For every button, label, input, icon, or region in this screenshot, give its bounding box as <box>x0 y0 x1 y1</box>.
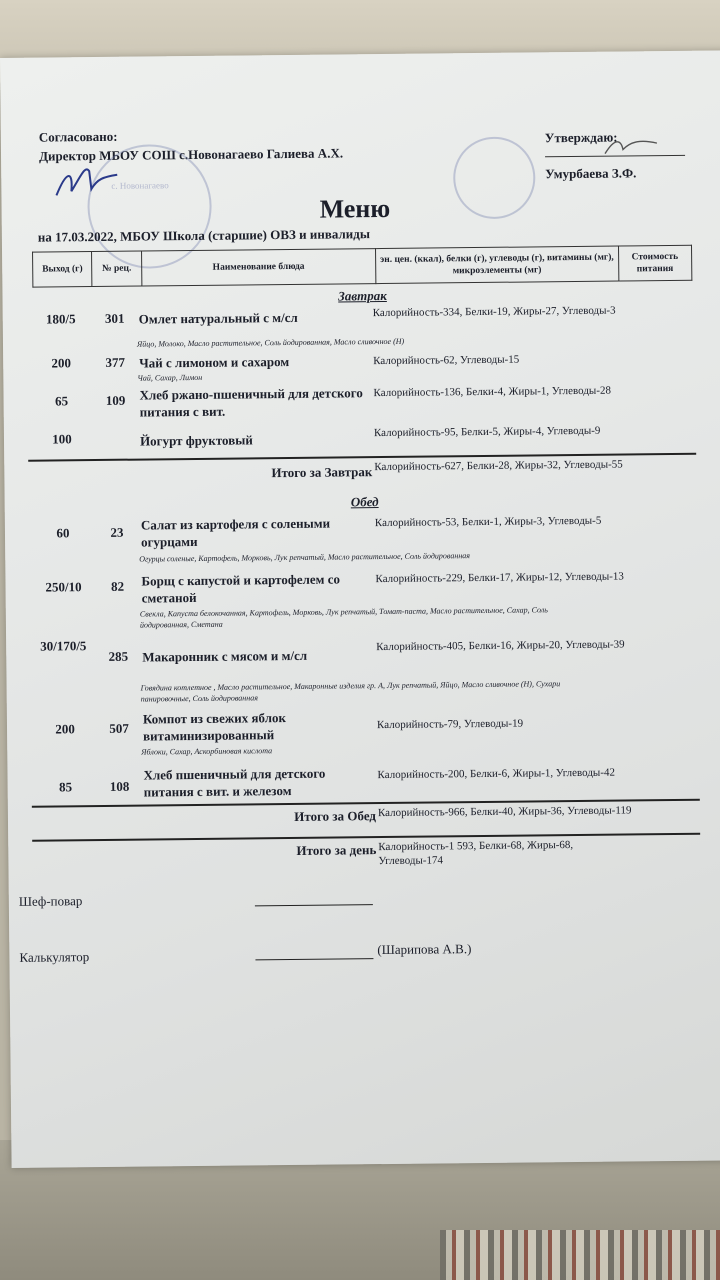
confirm-by: Умурбаева З.Ф. <box>545 165 637 182</box>
item-output: 200 <box>55 721 75 737</box>
calc-label: Калькулятор <box>19 949 90 965</box>
item-recipe: 108 <box>109 778 130 794</box>
stamp-text: с. Новонагаево <box>111 180 169 191</box>
item-recipe: 377 <box>105 354 126 370</box>
item-recipe: 109 <box>105 392 126 408</box>
approver-signature <box>601 133 661 160</box>
item-name: Хлеб ржано-пшеничный для детского питания с вит. <box>139 385 363 420</box>
day-total: Калорийность-1 593, Белки-68, Жиры-68, Углеводы-174 <box>378 839 574 868</box>
item-nutrition: Калорийность-136, Белки-4, Жиры-1, Углеводы-28 <box>373 384 612 400</box>
item-name: Хлеб пшеничный для детского питания с вит. и железом <box>143 765 326 800</box>
item-recipe: 301 <box>104 310 125 326</box>
item-nutrition: Калорийность-62, Углеводы-15 <box>373 353 520 368</box>
page-subtitle: на 17.03.2022, МБОУ Школа (старшие) ОВЗ и инвалиды <box>37 226 371 245</box>
item-output: 60 <box>56 525 70 541</box>
item-nutrition: Калорийность-405, Белки-16, Жиры-20, Углеводы-39 <box>376 638 625 654</box>
section-breakfast: Завтрак <box>338 287 387 304</box>
lunch-total-label: Итого за Обед <box>294 808 377 824</box>
item-name: Салат из картофеля с солеными огурцами <box>140 515 331 550</box>
page-title: Меню <box>319 193 391 224</box>
chef-label: Шеф-повар <box>18 893 83 909</box>
approval-stamp <box>453 136 536 219</box>
tablecloth-pattern <box>440 1230 720 1280</box>
item-ingredients: Огурцы соленые, Картофель, Морковь, Лук репчатый, Масло растительное, Соль йодированная <box>139 551 471 564</box>
item-name: Чай с лимоном и сахаром <box>139 353 290 371</box>
lunch-total: Калорийность-966, Белки-40, Жиры-36, Углеводы-119 <box>377 804 632 820</box>
col-name: Наименование блюда <box>141 249 376 286</box>
item-output: 85 <box>59 779 73 795</box>
item-output: 30/170/5 <box>40 638 87 654</box>
col-output: Выход (г) <box>33 252 93 288</box>
item-nutrition: Калорийность-79, Углеводы-19 <box>376 717 524 732</box>
item-nutrition: Калорийность-334, Белки-19, Жиры-27, Углеводы-3 <box>372 304 616 320</box>
confirm-label: Утверждаю: <box>544 129 618 146</box>
item-ingredients: Говядина котлетное , Масло растительное, Макаронные изделия гр. А, Лук репчатый, Яйцо, Масло сливочное (Н), Сухари панировочные, Соль йодированная <box>140 679 561 704</box>
approved-label: Согласовано: <box>38 128 118 145</box>
item-name: Йогурт фруктовый <box>139 432 253 449</box>
item-nutrition: Калорийность-53, Белки-1, Жиры-3, Углеводы-5 <box>374 514 602 530</box>
item-name: Борщ с капустой и картофелем со сметаной <box>141 571 341 606</box>
table-header <box>32 245 692 288</box>
item-ingredients: Чай, Сахар, Лимон <box>137 372 203 383</box>
item-recipe: 507 <box>109 720 129 736</box>
item-name: Макаронник с мясом и м/сл <box>142 647 308 665</box>
item-ingredients: Яблоки, Сахар, Аскорбиновая кислота <box>141 746 273 757</box>
section-lunch: Обед <box>350 494 379 510</box>
menu-sheet <box>0 50 720 1168</box>
col-nutrition: эн. цен. (ккал), белки (г), углеводы (г), витамины (мг), микроэлементы (мг) <box>376 246 619 284</box>
item-recipe: 23 <box>110 524 124 540</box>
breakfast-total: Калорийность-627, Белки-28, Жиры-32, Углеводы-55 <box>374 458 623 474</box>
item-output: 250/10 <box>45 579 82 595</box>
day-total-label: Итого за день <box>296 842 377 858</box>
item-name: Компот из свежих яблок витаминизированный <box>142 710 287 744</box>
item-nutrition: Калорийность-200, Белки-6, Жиры-1, Углеводы-42 <box>377 766 616 782</box>
calc-signature-line <box>255 958 373 960</box>
item-output: 180/5 <box>45 311 76 327</box>
item-name: Омлет натуральный с м/сл <box>138 309 298 327</box>
item-recipe: 285 <box>108 648 129 664</box>
item-recipe: 82 <box>110 578 125 594</box>
col-recipe: № рец. <box>92 251 142 287</box>
col-cost: Стоимость питания <box>618 245 692 281</box>
breakfast-total-label: Итого за Завтрак <box>271 464 373 481</box>
item-nutrition: Калорийность-95, Белки-5, Жиры-4, Углеводы-9 <box>373 424 601 440</box>
item-ingredients: Свекла, Капуста белокочанная, Картофель, Морковь, Лук репчатый, Томат-паста, Масло растительное, Сахар, Соль йодированная, Сметана <box>139 605 548 630</box>
item-ingredients: Яйцо, Молоко, Масло растительное, Соль йодированная, Масло сливочное (Н) <box>136 336 405 349</box>
item-output: 65 <box>55 393 69 409</box>
calc-name: (Шарипова А.В.) <box>377 941 472 958</box>
item-nutrition: Калорийность-229, Белки-17, Жиры-12, Углеводы-13 <box>375 570 624 586</box>
approved-by: Директор МБОУ СОШ с.Новонагаево Галиева А.Х. <box>38 145 344 164</box>
item-output: 100 <box>52 431 72 447</box>
chef-signature-line <box>255 904 373 906</box>
director-signature <box>51 161 121 202</box>
item-output: 200 <box>51 355 72 371</box>
